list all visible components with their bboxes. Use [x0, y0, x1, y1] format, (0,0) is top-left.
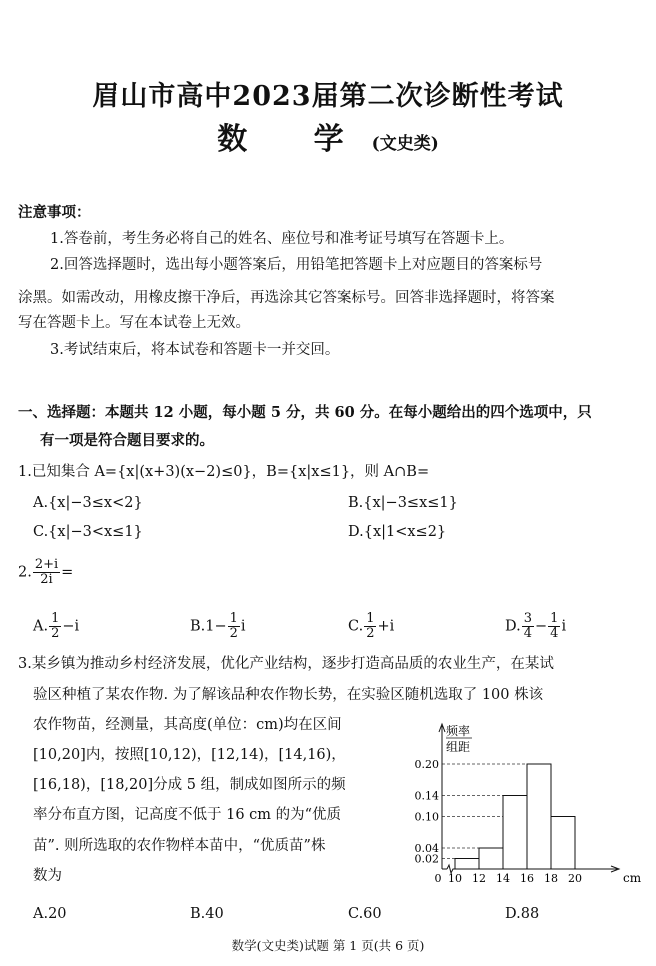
- note-item-3: 3.考试结束后，将本试卷和答题卡一并交回。: [50, 342, 340, 358]
- histogram-plot: [415, 723, 642, 885]
- q2-d-fraction-2: [548, 612, 560, 641]
- q3-line-8: 数为: [33, 868, 62, 884]
- q3-option-d: D.88: [505, 906, 540, 922]
- frequency-histogram: [405, 718, 645, 890]
- q2-d-prefix: D.: [505, 618, 521, 635]
- q2-b-den: 2: [229, 626, 238, 641]
- q1-option-c: C.{x|−3<x≤1}: [33, 524, 143, 540]
- note-item-2-line-2: 涂黑。如需改动，用橡皮擦干净后，再选涂其它答案标号。回答非选择题时，将答案: [18, 290, 555, 306]
- q2-b-prefix: B.1−: [190, 618, 227, 635]
- x-axis-unit: cm: [623, 871, 642, 885]
- y-tick-label-3: 0.14: [414, 789, 439, 803]
- y-tick-label-1: 0.04: [414, 842, 439, 855]
- q3-line-2: 验区种植了某农作物. 为了解该品种农作物长势，在实验区随机选取了 100 株该: [33, 687, 544, 703]
- q2-a-prefix: A.: [33, 618, 49, 635]
- q2-d-num-1: 3: [523, 611, 532, 626]
- y-tick-label-4: 0.20: [414, 758, 439, 771]
- q2-option-c: [348, 612, 394, 641]
- x-tick-label-2: 14: [496, 872, 510, 885]
- q2-a-den: 2: [51, 626, 60, 641]
- page-footer: 数学(文史类)试题 第 1 页(共 6 页): [231, 938, 425, 953]
- histogram-bar-3: [527, 764, 551, 869]
- subject-name: 数 学: [217, 122, 372, 157]
- x-tick-label-4: 18: [544, 872, 558, 885]
- y-tick-label-0: 0.02: [414, 852, 439, 866]
- y-axis-label-bottom: 组距: [446, 740, 471, 754]
- x-tick-label-0: 10: [448, 872, 462, 885]
- q3-line-5: [16,18)，[18,20]分成 5 组，制成如图所示的频: [33, 777, 346, 793]
- q2-d-num-2: 1: [550, 611, 559, 626]
- q2-b-num: 1: [229, 611, 238, 626]
- q3-option-b: B.40: [190, 906, 224, 922]
- q2-option-d: [505, 612, 566, 641]
- notes-heading: 注意事项：: [18, 204, 91, 221]
- q2-fraction: [33, 558, 60, 587]
- q2-b-fraction: [228, 612, 240, 641]
- q1-stem: 1.已知集合 A={x|(x+3)(x−2)≤0}，B={x|x≤1}，则 A∩B=: [18, 464, 430, 480]
- q2-a-suffix: −i: [62, 618, 80, 635]
- q2-d-minus: −: [535, 618, 548, 635]
- section-1-line-2: 有一项是符合题目要求的。: [40, 432, 214, 449]
- q2-b-suffix: i: [240, 618, 246, 635]
- q3-line-1: 3.某乡镇为推动乡村经济发展，优化产业结构，逐步打造高品质的农业生产，在某试: [18, 656, 554, 672]
- q2-number: 2.: [18, 564, 32, 581]
- q2-stem: [18, 558, 73, 587]
- q2-a-fraction: [49, 612, 61, 641]
- x-tick-label-1: 12: [472, 872, 486, 885]
- q1-option-d: D.{x|1<x≤2}: [348, 524, 447, 540]
- q2-option-b: [190, 612, 246, 641]
- histogram-bar-0: [455, 859, 479, 870]
- y-tick-label-2: 0.10: [414, 810, 439, 824]
- q3-line-7: 苗”. 则所选取的农作物样本苗中，“优质苗”株: [33, 838, 326, 854]
- exam-subject: [0, 114, 656, 158]
- histogram-bar-4: [551, 817, 575, 870]
- q3-option-c: C.60: [348, 906, 382, 922]
- x-tick-label-5: 20: [568, 872, 582, 885]
- q2-option-a: [33, 612, 79, 641]
- q2-c-prefix: C.: [348, 618, 364, 635]
- q2-a-num: 1: [51, 611, 60, 626]
- q2-d-suffix: i: [561, 618, 567, 635]
- section-1-line-1: 一、选择题：本题共 12 小题，每小题 5 分，共 60 分。在每小题给出的四个选项中，只: [18, 404, 592, 421]
- note-item-2-line-3: 写在答题卡上。写在本试卷上无效。: [18, 315, 250, 331]
- q2-c-num: 1: [366, 611, 375, 626]
- q3-option-a: A.20: [33, 906, 67, 922]
- q3-line-6: 率分布直方图，记高度不低于 16 cm 的为“优质: [33, 807, 342, 823]
- histogram-bar-2: [503, 796, 527, 870]
- q2-denominator: 2i: [40, 572, 53, 587]
- origin-label: 0: [434, 872, 442, 885]
- q2-c-suffix: +i: [377, 618, 395, 635]
- q2-c-fraction: [364, 612, 376, 641]
- q2-d-fraction-1: [522, 612, 534, 641]
- q2-numerator: 2+i: [34, 557, 59, 572]
- subject-note: (文史类): [371, 134, 439, 154]
- histogram-bar-1: [479, 848, 503, 869]
- q1-option-a: A.{x|−3≤x<2}: [33, 495, 143, 511]
- exam-title: 眉山市高中2023届第二次诊断性考试: [92, 81, 564, 112]
- q1-option-b: B.{x|−3≤x≤1}: [348, 495, 458, 511]
- x-tick-label-3: 16: [520, 872, 534, 885]
- q2-equals: =: [61, 564, 74, 581]
- note-item-1: 1.答卷前，考生务必将自己的姓名、座位号和准考证号填写在答题卡上。: [50, 231, 514, 247]
- q2-c-den: 2: [366, 626, 375, 641]
- y-axis-label-top: 频率: [446, 724, 471, 738]
- q3-line-3: 农作物苗，经测量，其高度(单位：cm)均在区间: [33, 717, 342, 733]
- q2-d-den-2: 4: [550, 626, 559, 641]
- q2-d-den-1: 4: [523, 626, 532, 641]
- note-item-2-line-1: 2.回答选择题时，选出每小题答案后，用铅笔把答题卡上对应题目的答案标号: [50, 257, 543, 273]
- q3-line-4: [10,20]内，按照[10,12)，[12,14)，[14,16)，: [33, 747, 346, 763]
